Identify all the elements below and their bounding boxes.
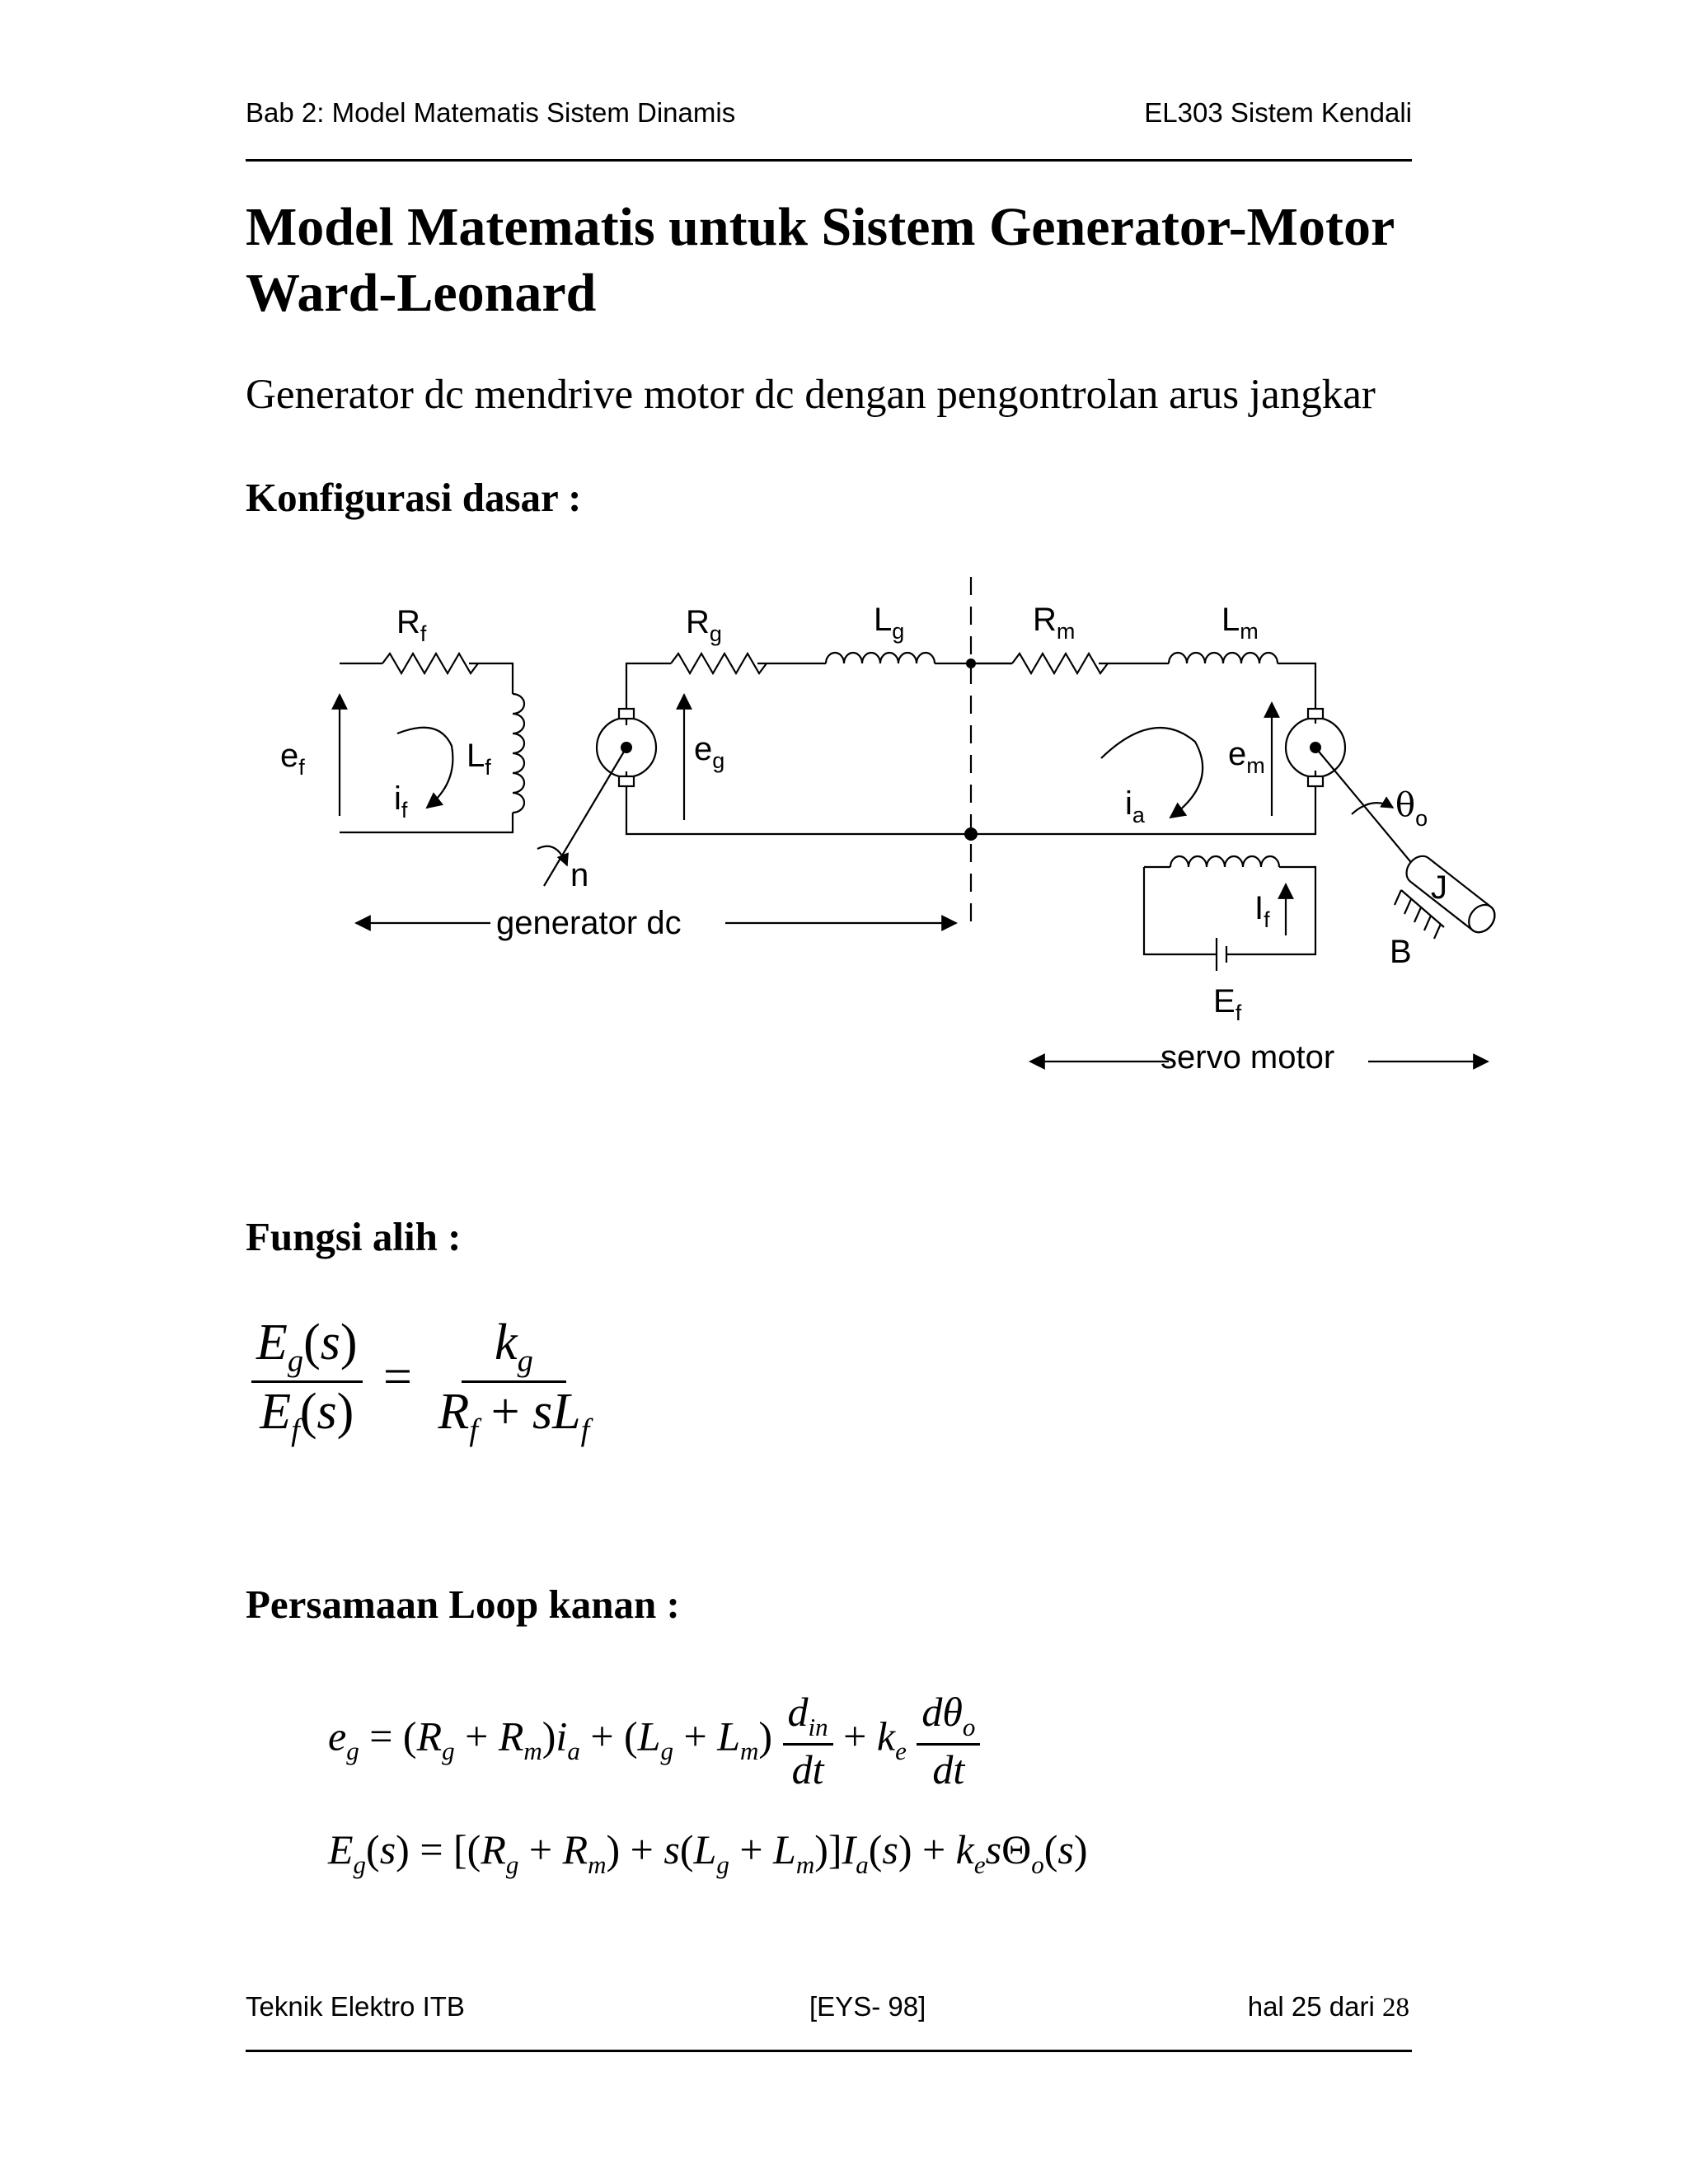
label-lf: $L_f$ bbox=[467, 738, 491, 780]
rf-resistor bbox=[382, 654, 478, 673]
section-transfer: Fungsi alih : bbox=[246, 1214, 462, 1259]
label-n: n bbox=[570, 857, 589, 893]
label-generator-dc: generator dc bbox=[496, 905, 682, 941]
label-ef-battery: $E_f$ bbox=[1213, 983, 1242, 1025]
header-left: Bab 2: Model Matematis Sistem Dinamis bbox=[246, 97, 736, 128]
lg-inductor bbox=[826, 653, 935, 663]
label-servo-motor: servo motor bbox=[1160, 1039, 1335, 1076]
mf-inductor bbox=[1170, 856, 1279, 867]
theta-rotation-arrow bbox=[1352, 803, 1393, 814]
label-rg: $R_g$ bbox=[686, 604, 722, 646]
footer-page-prefix: hal 25 dari bbox=[1247, 1991, 1375, 2022]
label-em: $e_m$ bbox=[1228, 736, 1265, 778]
label-j: J bbox=[1431, 869, 1447, 906]
motor-field-wire bbox=[1144, 867, 1217, 954]
page-title: Model Matematis untuk Sistem Generator-Motor Ward-Leonard bbox=[246, 197, 1395, 323]
section-config: Konfigurasi dasar : bbox=[246, 475, 582, 520]
label-ia: $i_a$ bbox=[1125, 785, 1145, 827]
rg-resistor bbox=[671, 654, 767, 673]
page-subtitle: Generator dc mendrive motor dc dengan pengontrolan arus jangkar bbox=[246, 372, 1376, 418]
field-wire-return bbox=[340, 813, 513, 832]
section-loop: Persamaan Loop kanan : bbox=[246, 1582, 680, 1627]
generator-brush-top bbox=[619, 709, 634, 719]
generator-center-dot bbox=[621, 742, 632, 753]
header-right: EL303 Sistem Kendali bbox=[1144, 97, 1412, 128]
motor-field-wire-right bbox=[1226, 867, 1315, 954]
transfer-function-equation: $\frac{E_g(s)}{E_f(s)}$ = $\frac{k_g}{R_f + sL_f}$ bbox=[251, 1317, 594, 1446]
loop-equation-laplace: $E_g(s) = [(R_g + R_m) + s(L_g + L_m)]I_a(s) + k_es\Theta_o(s)$ bbox=[328, 1826, 1088, 1879]
motor-brush-bottom bbox=[1308, 776, 1323, 786]
motor-center-dot bbox=[1310, 742, 1321, 753]
label-ef: $e_f$ bbox=[280, 738, 305, 780]
label-lm: $L_m$ bbox=[1221, 602, 1259, 644]
footer-center: [EYS- 98] bbox=[809, 1991, 926, 2022]
lf-inductor bbox=[513, 694, 524, 813]
motor-brush-top bbox=[1308, 709, 1323, 719]
footer-rule bbox=[246, 2050, 1412, 2052]
junction-dot-top bbox=[966, 658, 976, 668]
loop-equation-time-domain: $e_g = (R_g + R_m)i_a + (L_g + L_m)$ $\frac{d_{in}}{dt}$ + $k_e$ $\frac{d\theta_o}{dt}$ bbox=[328, 1691, 980, 1790]
label-if: $i_f$ bbox=[394, 780, 408, 823]
label-rf: $R_f$ bbox=[396, 604, 427, 646]
load-inertia-cylinder bbox=[1401, 851, 1500, 938]
rm-resistor bbox=[1012, 654, 1108, 673]
ia-loop-arrow bbox=[1101, 728, 1203, 818]
label-field-current: $I_f$ bbox=[1254, 890, 1270, 932]
label-lg: $L_g$ bbox=[874, 602, 905, 644]
footer-left: Teknik Elektro ITB bbox=[246, 1991, 465, 2022]
footer-right bbox=[1248, 1991, 1409, 2023]
generator-brush-bottom bbox=[619, 776, 634, 786]
if-loop-arrow bbox=[397, 728, 452, 808]
n-rotation-arrow bbox=[537, 846, 567, 865]
junction-dot-bottom bbox=[964, 827, 978, 841]
label-theta-o: $\theta_o$ bbox=[1395, 786, 1428, 831]
label-b: B bbox=[1390, 934, 1412, 970]
lm-inductor bbox=[1169, 653, 1278, 663]
label-rm: $R_m$ bbox=[1033, 602, 1076, 644]
label-eg: $e_g$ bbox=[694, 731, 725, 773]
footer-page-total: 28 bbox=[1382, 1993, 1409, 2022]
